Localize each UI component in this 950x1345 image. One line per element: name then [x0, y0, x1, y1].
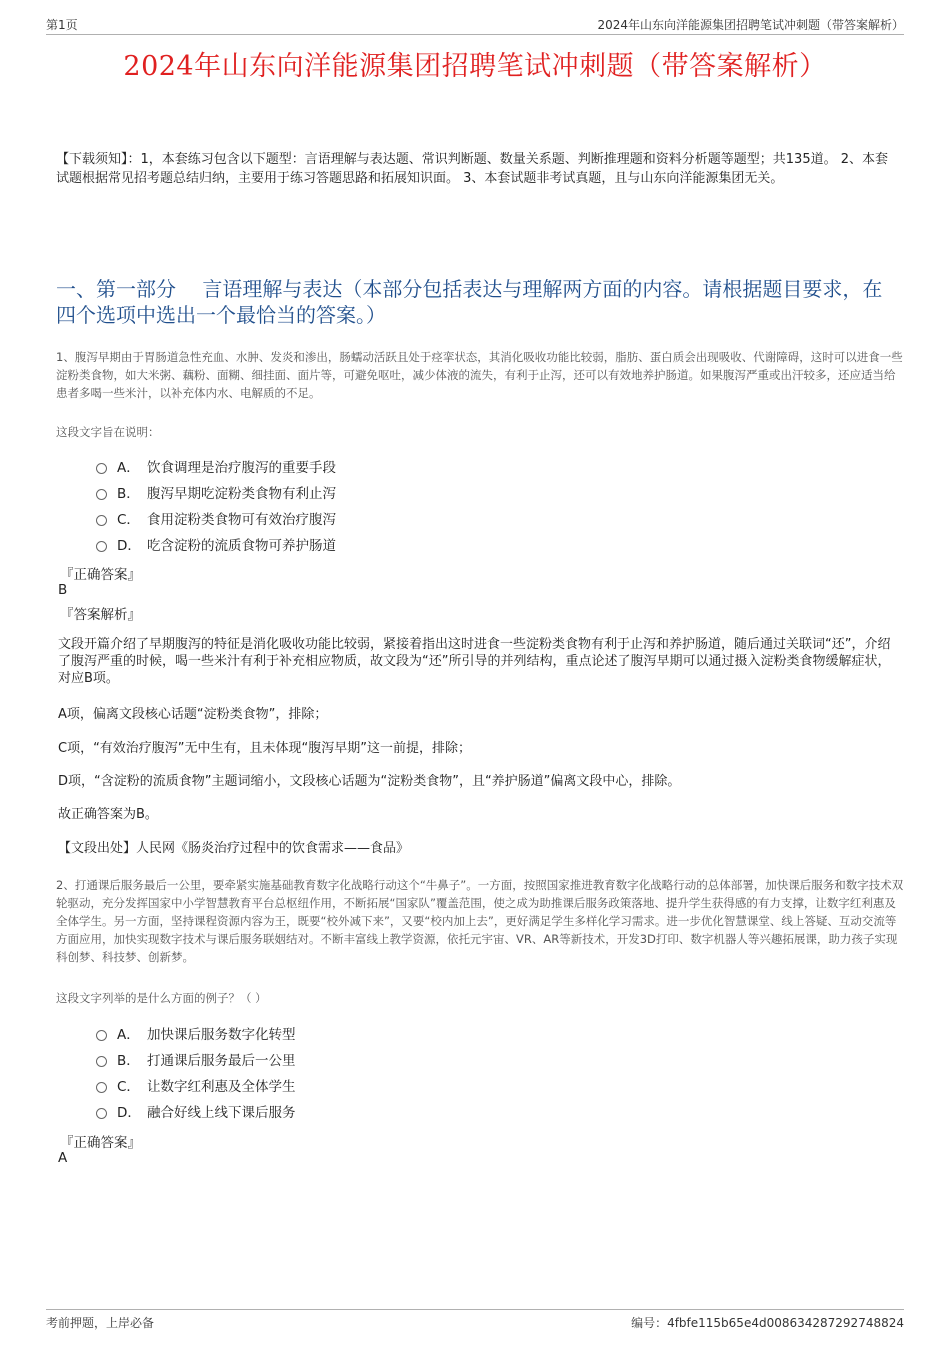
section-title: 一、第一部分 言语理解与表达（本部分包括表达与理解两方面的内容。请根据题目要求，在四个选项中选出一个最恰当的答案。）: [56, 277, 883, 327]
option-b[interactable]: B． 腹泻早期吃淀粉类食物有利止泻: [96, 479, 336, 505]
source-citation: 【文段出处】人民网《肠炎治疗过程中的饮食需求——食品》: [58, 841, 410, 856]
radio-icon[interactable]: [96, 1082, 107, 1093]
option-a[interactable]: A． 饮食调理是治疗腹泻的重要手段: [96, 453, 336, 479]
option-d[interactable]: D． 融合好线上线下课后服务: [96, 1098, 296, 1124]
radio-icon[interactable]: [96, 1030, 107, 1041]
question-1-prompt: 这段文字旨在说明：: [56, 425, 160, 439]
analysis-paragraph: C项，“有效治疗腹泻”无中生有，且未体现“腹泻早期”这一前提，排除；: [58, 741, 472, 756]
question-1-text: 1、腹泻早期由于胃肠道急性充血、水肿、发炎和渗出，肠蠕动活跃且处于痉挛状态，其消化吸收功能比较弱，脂肪、蛋白质会出现吸收、代谢障碍，这时可以进食一些淀粉类食物，如大米粥、藕粉、面糊、细挂面、面片等，可避免呕吐，减少体液的流失，有利于止泻，还可以有效地养护肠道。如果腹泻严重或出汗较多，还应适当给患者多喝一些米汁，以补充体内水、电解质的不足。: [56, 350, 903, 400]
question-2-prompt: 这段文字列举的是什么方面的例子？（ ）: [56, 991, 267, 1005]
analysis-paragraph: A项，偏离文段核心话题“淀粉类食物”，排除；: [58, 707, 328, 722]
running-title: 2024年山东向洋能源集团招聘笔试冲刺题（带答案解析）: [597, 18, 904, 32]
footer-slogan: 考前押题，上岸必备: [46, 1316, 155, 1330]
option-d[interactable]: D． 吃含淀粉的流质食物可养护肠道: [96, 531, 336, 557]
page-footer: [46, 1309, 904, 1330]
document-id: 编号：4fbfe115b65e4d008634287292748824: [631, 1316, 904, 1330]
radio-icon[interactable]: [96, 463, 107, 474]
radio-icon[interactable]: [96, 489, 107, 500]
radio-icon[interactable]: [96, 541, 107, 552]
option-a[interactable]: A． 加快课后服务数字化转型: [96, 1020, 296, 1046]
option-c[interactable]: C． 让数字红利惠及全体学生: [96, 1072, 296, 1098]
answer-label: 『正确答案』: [60, 567, 141, 583]
option-c[interactable]: C． 食用淀粉类食物可有效治疗腹泻: [96, 505, 336, 531]
radio-icon[interactable]: [96, 1056, 107, 1067]
question-1-options: [96, 453, 336, 557]
question-2-text: 2、打通课后服务最后一公里，要牵紧实施基础教育数字化战略行动这个“牛鼻子”。一方面，按照国家推进教育数字化战略行动的总体部署，加快课后服务和数字技术双轮驱动，充分发挥国家中小学智慧教育平台总枢纽作用，不断拓展“国家队”覆盖范围，使之成为助推课后服务政策落地、提升学生获得感的有力支撑，让数字红利惠及全体学生。另一方面，坚持课程资源内容为王，既要“校外减下来”，又要“校内加上去”，更好满足学生多样化学习需求。进一步优化智慧课堂、线上答疑、互动交流等方面应用，加快实现数字技术与课后服务联姻结对。不断丰富线上教学资源，依托元宇宙、VR、AR等新技术，开发3D打印、数字机器人等兴趣拓展课，助力孩子实现科创梦、科技梦、创新梦。: [56, 878, 904, 964]
analysis-paragraph: D项，“含淀粉的流质食物”主题词缩小，文段核心话题为“淀粉类食物”，且“养护肠道”偏离文段中心，排除。: [58, 774, 681, 789]
answer-value: A: [58, 1150, 68, 1166]
analysis-label: 『答案解析』: [60, 607, 141, 623]
analysis-paragraph: 文段开篇介绍了早期腹泻的特征是消化吸收功能比较弱，紧接着指出这时进食一些淀粉类食物有利于止泻和养护肠道，随后通过关联词“还”，介绍了腹泻严重的时候，喝一些米汁有利于补充相应物质，故文段为“还”所引导的并列结构，重点论述了腹泻早期可以通过摄入淀粉类食物缓解症状，对应B项。: [58, 637, 891, 686]
option-b[interactable]: B． 打通课后服务最后一公里: [96, 1046, 296, 1072]
radio-icon[interactable]: [96, 515, 107, 526]
page-number: 第1页: [46, 18, 78, 32]
analysis-paragraph: 故正确答案为B。: [58, 807, 158, 822]
download-notice: 【下载须知】：1，本套练习包含以下题型：言语理解与表达题、常识判断题、数量关系题、判断推理题和资料分析题等题型；共135道。 2、本套试题根据常见招考题总结归纳，主要用于练习答题思路和拓展知识面。 3、本套试题非考试真题，且与山东向洋能源集团无关。: [56, 152, 888, 186]
page-header: [46, 14, 904, 35]
answer-value: B: [58, 582, 68, 598]
radio-icon[interactable]: [96, 1108, 107, 1119]
question-2-options: [96, 1020, 296, 1124]
answer-label: 『正确答案』: [60, 1135, 141, 1151]
document-title: 2024年山东向洋能源集团招聘笔试冲刺题（带答案解析）: [123, 51, 827, 82]
